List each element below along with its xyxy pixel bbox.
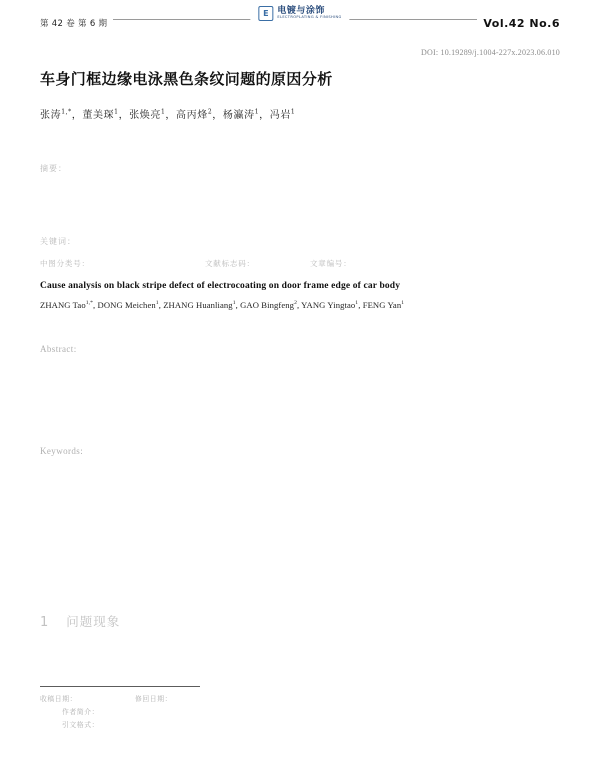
author-cn: 杨瀛涛$^1$ — [222, 108, 260, 121]
section-number: 1 — [40, 615, 49, 630]
keywords-cn-label: 关键词： — [40, 237, 76, 246]
journal-logo — [250, 6, 349, 21]
author-en: ZHANG Huanliang$^1$ — [163, 300, 236, 310]
received-date-label: 收稿日期： — [40, 695, 77, 704]
abstract-en-text — [40, 354, 560, 424]
section-heading-1 — [40, 612, 120, 630]
volume-issue-en: Vol.42 No.6 — [477, 17, 560, 30]
journal-name-en: ELECTROPLATING & FINISHING — [277, 15, 342, 20]
author-cn-sup: 1 — [114, 108, 119, 116]
author-en: DONG Meichen$^1$ — [97, 300, 159, 310]
abstract-cn-text — [40, 174, 560, 222]
author-cn: 董美琛$^1$ — [82, 108, 119, 121]
author-en: YANG Yingtao$^1$ — [301, 300, 359, 310]
author-cn: 张焕亮$^1$ — [129, 108, 166, 121]
revised-date-label: 修回日期： — [135, 695, 172, 704]
citation-format-label: 引文格式： — [62, 721, 99, 730]
author-cn-sup: 1 — [161, 108, 166, 116]
journal-name-cn: 电镀与涂饰 — [277, 5, 325, 16]
page-title: 车身门框边缘电泳黑色条纹问题的原因分析 — [40, 70, 333, 88]
clc-label: 中图分类号： — [40, 259, 90, 268]
footnote-block — [40, 686, 320, 732]
author-bio-label: 作者简介： — [62, 708, 99, 717]
author-en: GAO Bingfeng$^2$ — [240, 300, 297, 310]
abstract-cn-label: 摘要： — [40, 164, 67, 173]
author-en-sup: 1 — [355, 300, 359, 307]
doi-line: DOI: 10.19289/j.1004-227x.2023.06.010 — [421, 48, 560, 57]
abstract-en-label: Abstract: — [40, 344, 77, 354]
authors-en: ZHANG Tao$^{1,*}$, DONG Meichen$^1$, ZHANG Huanliang$^1$, GAO Bingfeng$^2$, YANG Yingtao$^1$, FENG Yan$^1$ — [40, 300, 405, 310]
doc-code-label: 文献标志码： — [205, 259, 255, 268]
section-title: 问题现象 — [66, 614, 121, 629]
author-cn: 张涛$^{1,*}$ — [40, 108, 72, 121]
volume-issue-cn: 第 42 卷 第 6 期 — [40, 17, 113, 29]
classification-row — [40, 258, 560, 269]
author-cn-sup: 1,* — [61, 108, 72, 116]
article-id-label: 文章编号： — [310, 259, 352, 268]
author-en: FENG Yan$^1$ — [362, 300, 405, 310]
author-en-sup: 1 — [155, 300, 159, 307]
masthead — [40, 0, 560, 38]
page-title-en: Cause analysis on black stripe defect of electrocoating on door frame edge of car body — [40, 281, 401, 291]
journal-logo-icon: E — [258, 6, 273, 21]
author-en-sup: 1 — [232, 300, 236, 307]
footnote-divider — [40, 686, 200, 687]
author-en-sup: 1 — [401, 300, 405, 307]
author-en-sup: 2 — [294, 300, 297, 307]
author-cn: 冯岩$^1$ — [269, 108, 296, 121]
author-cn: 高丙烽$^2$ — [176, 108, 213, 121]
author-cn-sup: 2 — [207, 108, 213, 116]
keywords-en-label: Keywords: — [40, 446, 84, 456]
authors-cn: 张涛$^{1,*}$，董美琛$^1$，张焕亮$^1$，高丙烽$^2$，杨瀛涛$^1$，冯岩$^1$ — [40, 108, 296, 121]
footnote-dates-row — [40, 693, 320, 706]
author-cn-sup: 1 — [290, 108, 296, 116]
author-cn-sup: 1 — [254, 108, 260, 116]
author-en-sup: 1,* — [85, 300, 94, 307]
author-en: ZHANG Tao$^{1,*}$ — [40, 300, 94, 310]
journal-logo-text — [277, 7, 341, 20]
